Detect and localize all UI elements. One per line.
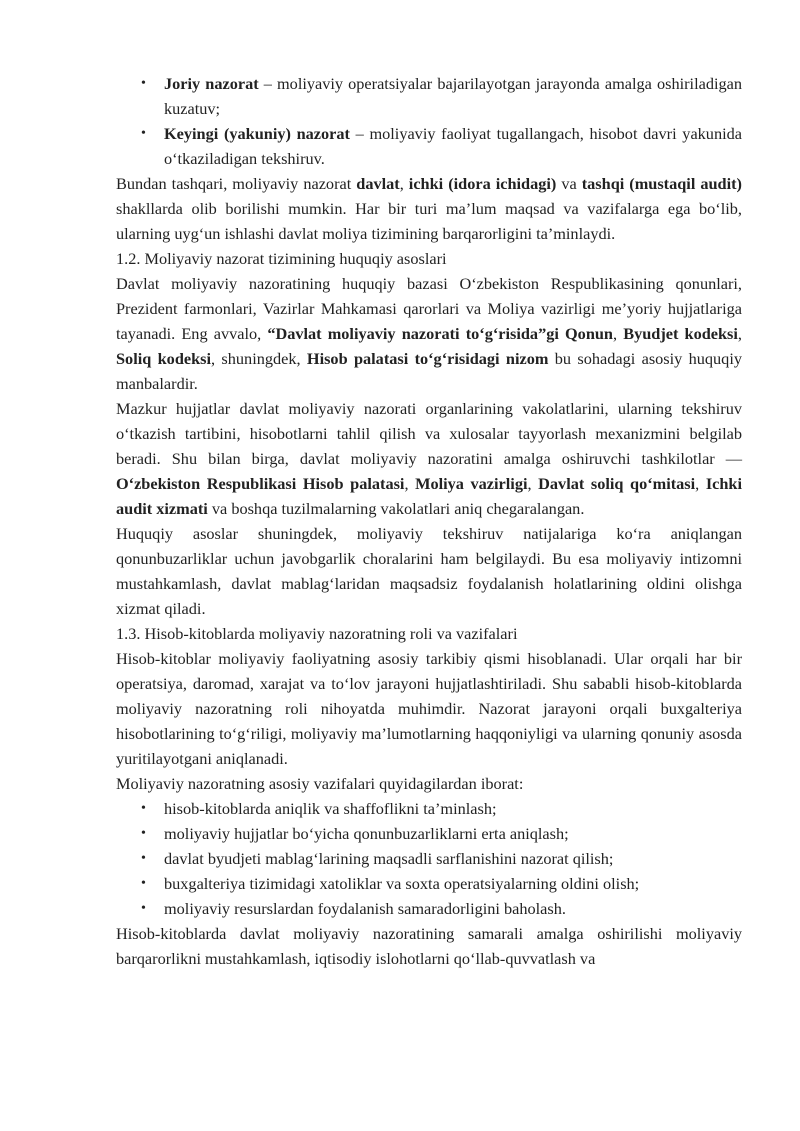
list-item: • buxgalteriya tizimidagi xatoliklar va soxta operatsiyalarning oldini olish; — [116, 871, 742, 896]
list-item: • moliyaviy hujjatlar bo‘yicha qonunbuzarliklarni erta aniqlash; — [116, 821, 742, 846]
control-types-list — [116, 71, 742, 171]
tasks-list — [116, 796, 742, 921]
list-item — [116, 121, 742, 171]
list-item — [116, 71, 742, 121]
term-bold: Keyingi (yakuniy) nazorat — [164, 124, 350, 143]
paragraph-tasks-intro: Moliyaviy nazoratning asosiy vazifalari quyidagilardan iborat: — [116, 774, 524, 793]
term-bold: Joriy nazorat — [164, 74, 259, 93]
list-item: • moliyaviy resurslardan foydalanish samaradorligini baholash. — [116, 896, 742, 921]
section-heading-1-3: 1.3. Hisob-kitoblarda moliyaviy nazoratning roli va vazifalari — [116, 624, 518, 643]
paragraph-legal-basis: Davlat moliyaviy nazoratining huquqiy bazasi O‘zbekiston Respublikasining qonunlari, Prezident farmonlari, Vazirlar Mahkamasi qarorlari va Moliya vazirligi me’yoriy hujjatlariga tayanadi. Eng avvalo, “Davlat moliyaviy nazorati to‘g‘risida”gi Qonun, Byudjet kodeksi, Soliq kodeksi, shuningdek, Hisob palatasi to‘g‘risidagi nizom bu sohadagi asosiy huquqiy manbalardir. — [116, 274, 742, 393]
paragraph-control-forms: Bundan tashqari, moliyaviy nazorat davlat, ichki (idora ichidagi) va tashqi (mustaqil audit) shakllarda olib borilishi mumkin. Har bir turi ma’lum maqsad va vazifalarga ega bo‘lib, ularning uyg‘un ishlashi davlat moliya tizimining barqarorligini ta’minlaydi. — [116, 174, 742, 243]
bullet-icon: • — [141, 851, 146, 866]
bullet-icon: • — [141, 801, 146, 816]
list-item: • hisob-kitoblarda aniqlik va shaffoflikni ta’minlash; — [116, 796, 742, 821]
bullet-icon: • — [141, 76, 146, 91]
bullet-icon: • — [141, 876, 146, 891]
bullet-icon: • — [141, 901, 146, 916]
paragraph-role: Hisob-kitoblar moliyaviy faoliyatning asosiy tarkibiy qismi hisoblanadi. Ular orqali har bir operatsiya, daromad, xarajat va to‘lov jarayoni hujjatlashtiriladi. Shu sababli hisob-kitoblarda moliyaviy nazoratning roli nihoyatda muhimdir. Nazorat jarayoni orqali buxgalteriya hisobotlarining to‘g‘riligi, moliyaviy ma’lumotlarning haqqoniyligi va ularning qonuniy asosda yuritilayotgani aniqlanadi. — [116, 649, 742, 768]
bullet-icon: • — [141, 826, 146, 841]
paragraph-conclusion: Hisob-kitoblarda davlat moliyaviy nazoratining samarali amalga oshirilishi moliyaviy barqarorlikni mustahkamlash, iqtisodiy islohotlarni qo‘llab-quvvatlash va — [116, 924, 742, 968]
paragraph-liability: Huquqiy asoslar shuningdek, moliyaviy tekshiruv natijalariga ko‘ra aniqlangan qonunbuzarliklar uchun javobgarlik choralarini ham belgilaydi. Bu esa moliyaviy intizomni mustahkamlash, davlat mablag‘laridan maqsadsiz foydalanish holatlarining oldini olishga xizmat qiladi. — [116, 524, 742, 618]
paragraph-authorities: Mazkur hujjatlar davlat moliyaviy nazorati organlarining vakolatlarini, ularning tekshiruv o‘tkazish tartibini, hisobotlarni tahlil qilish va xulosalar tayyorlash mexanizmini belgilab beradi. Shu bilan birga, davlat moliyaviy nazoratini amalga oshiruvchi tashkilotlar — O‘zbekiston Respublikasi Hisob palatasi, Moliya vazirligi, Davlat soliq qo‘mitasi, Ichki audit xizmati va boshqa tuzilmalarning vakolatlari aniq chegaralangan. — [116, 399, 743, 518]
section-heading-1-2: 1.2. Moliyaviy nazorat tizimining huquqiy asoslari — [116, 249, 447, 268]
list-item: • davlat byudjeti mablag‘larining maqsadli sarflanishini nazorat qilish; — [116, 846, 742, 871]
document-body — [116, 71, 742, 971]
term-description: – moliyaviy operatsiyalar bajarilayotgan jarayonda amalga oshiriladigan kuzatuv; — [164, 74, 743, 118]
term-description: – moliyaviy faoliyat tugallangach, hisobot davri yakunida o‘tkaziladigan tekshiruv. — [164, 124, 742, 168]
bullet-icon: • — [141, 126, 146, 141]
